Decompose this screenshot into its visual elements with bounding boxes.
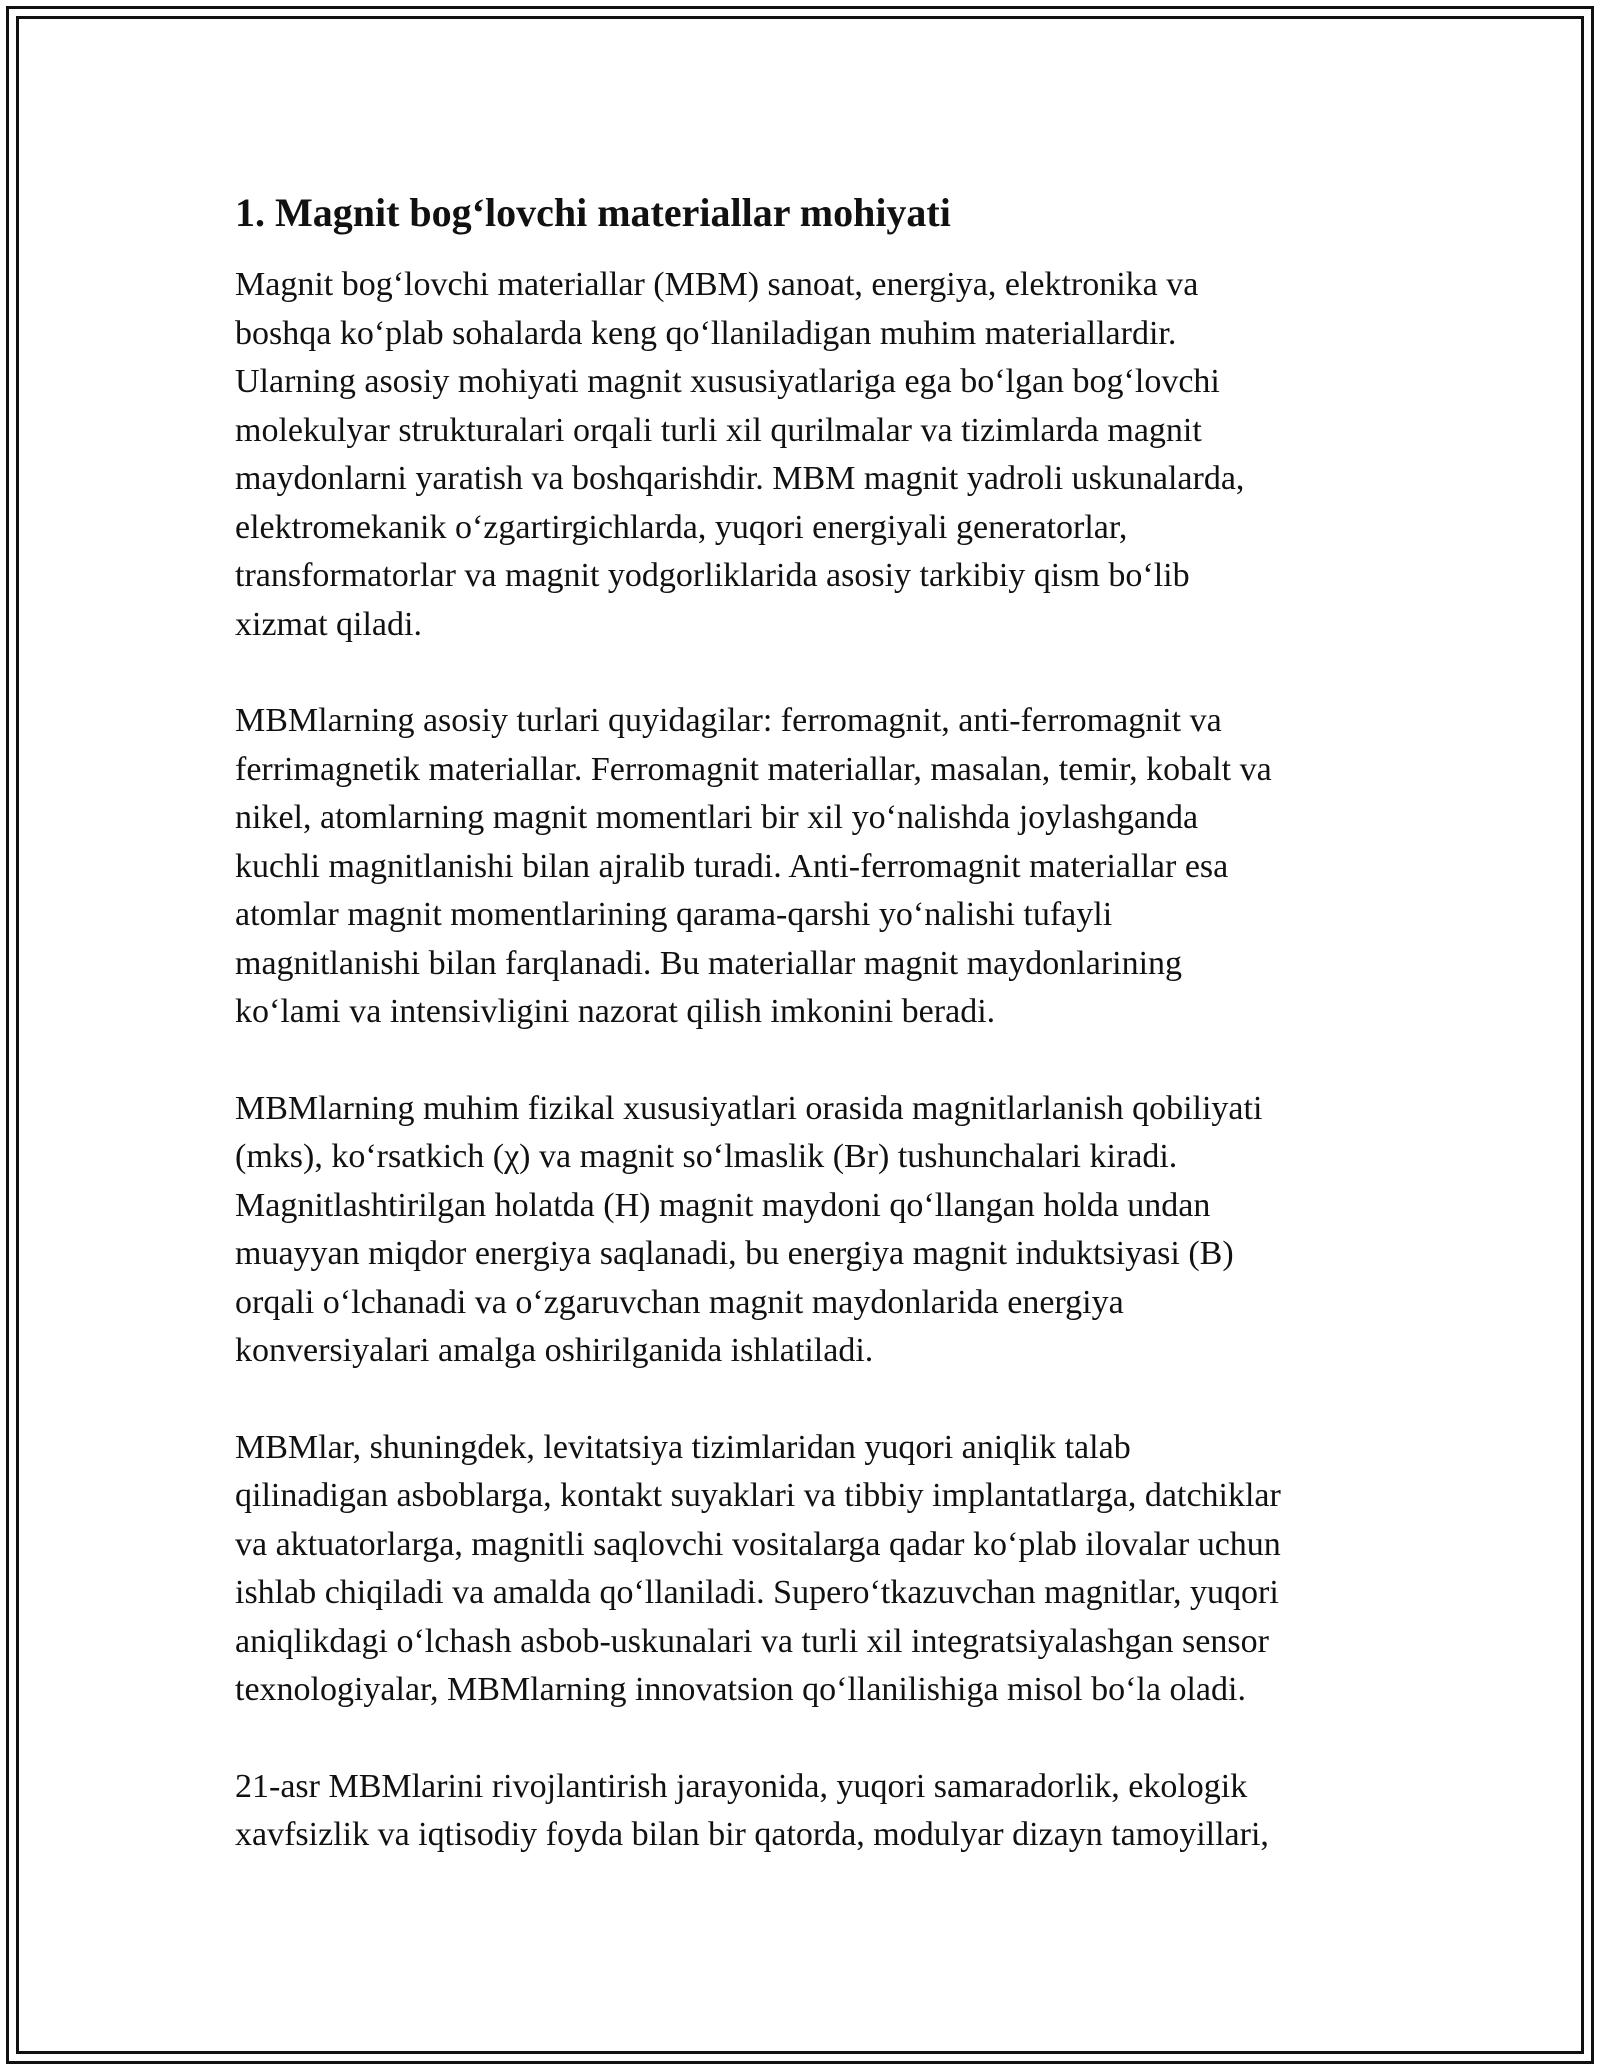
paragraph-line: kuchli magnitlanishi bilan ajralib turadi. Anti-ferromagnit materiallar esa [235,847,1229,885]
paragraph-line: ishlab chiqiladi va amalda qo‘llaniladi. Supero‘tkazuvchan magnitlar, yuqori [235,1574,1279,1611]
paragraph-line: Magnit bog‘lovchi materiallar (MBM) sanoat, energiya, elektronika va [235,266,1199,303]
body-paragraph [235,1085,1395,1376]
paragraph-line: Magnitlashtirilgan holatda (H) magnit maydoni qo‘llangan holda undan [235,1186,1211,1224]
paragraph-line: nikel, atomlarning magnit momentlari bir xil yo‘nalishda joylashganda [235,799,1199,836]
paragraph-line: MBMlarning muhim fizikal xususiyatlari orasida magnitlarlanish qobiliyati [235,1089,1263,1127]
paragraph-line: maydonlarni yaratish va boshqarishdir. MBM magnit yadroli uskunalarda, [235,460,1245,497]
paragraph-line: (mks), ko‘rsatkich (χ) va magnit so‘lmaslik (Br) tushunchalari kiradi. [235,1138,1178,1175]
body-paragraph [235,697,1395,1037]
paragraph-line: 21-asr MBMlarini rivojlantirish jarayonida, yuqori samaradorlik, ekologik [235,1767,1248,1805]
paragraphs-container [235,261,1395,1860]
paragraph-line: MBMlarning asosiy turlari quyidagilar: ferromagnit, anti-ferromagnit va [235,702,1222,739]
paragraph-line: texnologiyalar, MBMlarning innovatsion qo‘llanilishiga misol bo‘la oladi. [235,1671,1246,1708]
paragraph-line: aniqlikdagi o‘lchash asbob-uskunalari va turli xil integratsiyalashgan sensor [235,1622,1269,1660]
paragraph-line: molekulyar strukturalari orqali turli xil qurilmalar va tizimlarda magnit [235,411,1202,449]
paragraph-line: va aktuatorlarga, magnitli saqlovchi vositalarga qadar ko‘plab ilovalar uchun [235,1525,1281,1563]
paragraph-line: konversiyalari amalga oshirilganida ishlatiladi. [235,1332,874,1369]
paragraph-line: xavfsizlik va iqtisodiy foyda bilan bir qatorda, modulyar dizayn tamoyillari, [235,1816,1269,1853]
paragraph-line: magnitlanishi bilan farqlanadi. Bu materiallar magnit maydonlarining [235,944,1183,982]
paragraph-line: muayyan miqdor energiya saqlanadi, bu energiya magnit induktsiyasi (B) [235,1235,1234,1272]
paragraph-line: MBMlar, shuningdek, levitatsiya tizimlaridan yuqori aniqlik talab [235,1428,1131,1466]
paragraph-line: qilinadigan asboblarga, kontakt suyaklari va tibbiy implantatlarga, datchiklar [235,1477,1281,1514]
body-paragraph [235,261,1395,649]
body-paragraph [235,1763,1395,1860]
document-body [235,185,1395,1908]
paragraph-line: atomlar magnit momentlarining qarama-qarshi yo‘nalishi tufayli [235,896,1113,933]
paragraph-line: elektromekanik o‘zgartirgichlarda, yuqori energiyali generatorlar, [235,508,1128,546]
paragraph-line: xizmat qiladi. [235,605,422,643]
paragraph-line: ferrimagnetik materiallar. Ferromagnit materiallar, masalan, temir, kobalt va [235,750,1272,788]
paragraph-line: ko‘lami va intensivligini nazorat qilish imkonini beradi. [235,993,996,1030]
paragraph-line: boshqa ko‘plab sohalarda keng qo‘llaniladigan muhim materiallardir. [235,314,1177,352]
body-paragraph [235,1424,1395,1715]
section-heading: 1. Magnit bog‘lovchi materiallar mohiyati [235,190,951,235]
paragraph-line: transformatorlar va magnit yodgorliklarida asosiy tarkibiy qism bo‘lib [235,557,1190,594]
paragraph-line: orqali o‘lchanadi va o‘zgaruvchan magnit maydonlarida energiya [235,1283,1124,1321]
paragraph-line: Ularning asosiy mohiyati magnit xususiyatlariga ega bo‘lgan bog‘lovchi [235,363,1220,400]
